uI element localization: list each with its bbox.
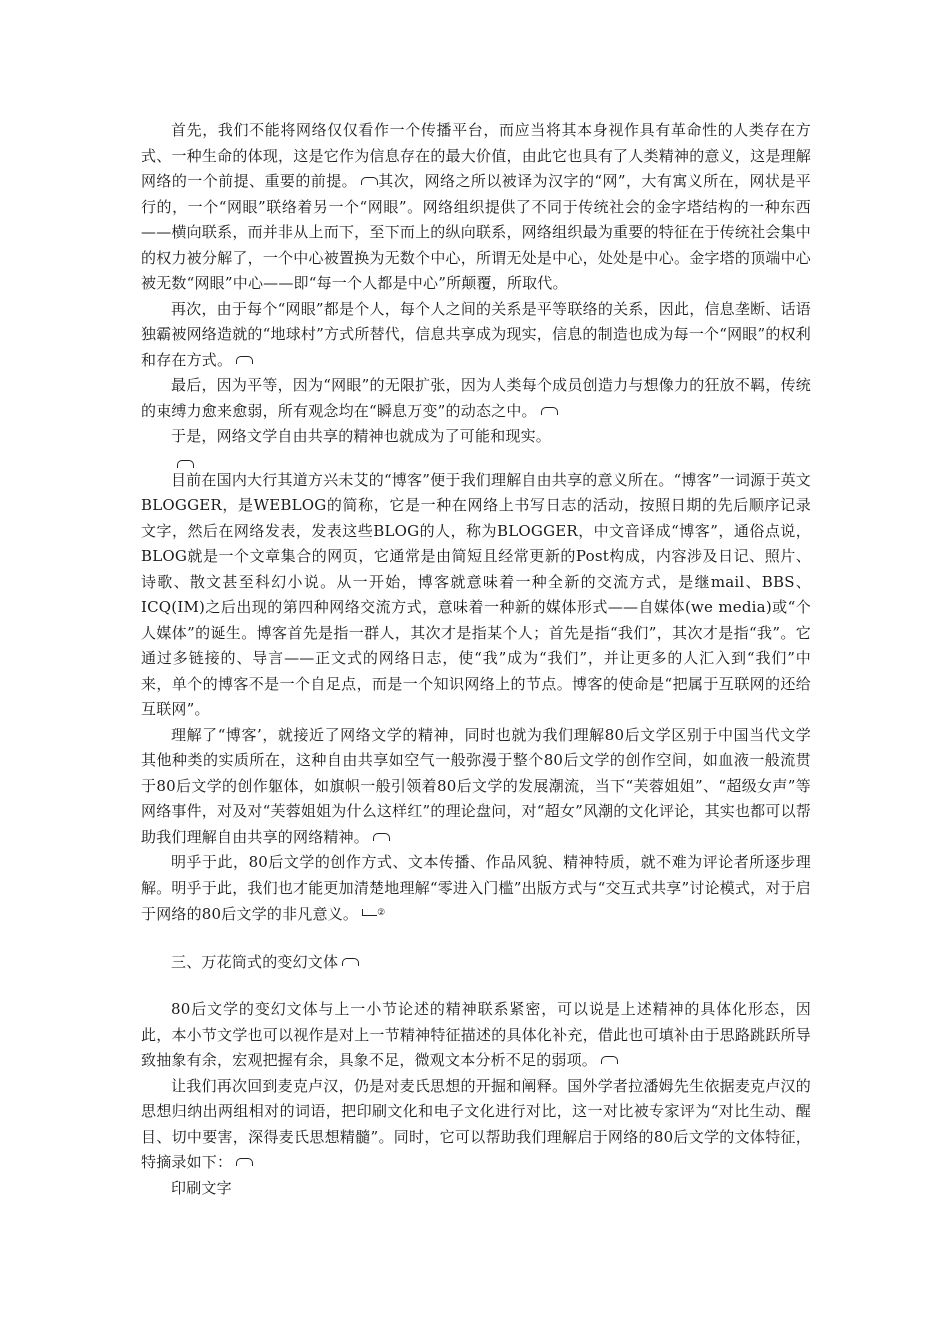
paragraph-text: 80后文学的变幻文体与上一小节论述的精神联系紧密，可以说是上述精神的具体化形态，因此，本小节文学也可以视作是对上一节精神特征描述的具体化补充，借此也可填补由于思路跳跃所导致抽象有余，宏观把握有余，具象不足，微观文本分析不足的弱项。: [141, 1000, 811, 1069]
paragraph-blog: [141, 468, 811, 723]
paragraph-style: [141, 997, 811, 1074]
paragraph-break-mark: [541, 407, 558, 415]
section-heading-text: 三、万花筒式的变幻文体: [171, 952, 339, 971]
paragraph-third: [141, 297, 811, 374]
paragraph-text: 于是，网络文学自由共享的精神也就成为了可能和现实。: [171, 427, 552, 445]
paragraph-therefore: [141, 424, 811, 450]
paragraph-text: 印刷文字: [171, 1178, 232, 1197]
paragraph-break-mark: [236, 1158, 253, 1166]
paragraph-break-mark: [361, 177, 378, 185]
footnote-number: ②: [377, 908, 386, 918]
paragraph-text: 最后，因为平等，因为“网眼”的无限扩张，因为人类每个成员创造力与想像力的狂放不羁，传统的束缚力愈来愈弱，所有观念均在“瞬息万变”的动态之中。: [141, 376, 811, 420]
paragraph-first-second: [141, 118, 811, 297]
paragraph-print-text: [141, 1176, 811, 1202]
paragraph-break-mark: [601, 1056, 618, 1064]
paragraph-text: 理解了“博客’，就接近了网络文学的精神，同时也就为我们理解80后文学区别于中国当代文学其他种类的实质所在，这种自由共享如空气一般弥漫于整个80后文学的创作空间，如血液一般流贯于80后文学的创作躯体，如旗帜一般引领着80后文学的发展潮流，当下“芙蓉姐姐”、“超级女声”等网络事件，对及对“芙蓉姐姐为什么这样红”的理论盘问，对“超女”风潮的文化评论，其实也都可以帮助我们理解自由共享的网络精神。: [141, 725, 811, 846]
paragraph-text: 明乎于此，80后文学的创作方式、文本传播、作品风貌、精神特质，就不难为评论者所逐步理解。明乎于此，我们也才能更加清楚地理解“零进入门槛”出版方式与“交互式共享”讨论模式，对于启于网络的80后文学的非凡意义。: [141, 853, 811, 923]
paragraph-break-mark: [342, 958, 359, 966]
paragraph-break-mark: [373, 833, 390, 841]
section-heading: [141, 950, 811, 976]
paragraph-finally: [141, 373, 811, 424]
paragraph-text: 首先，我们不能将网络仅仅看作一个传播平台，而应当将其本身视作具有革命性的人类存在方式、一种生命的体现，这是它作为信息存在的最大价值，由此它也具有了人类精神的意义，这是理解网络的一个前提、重要的前提。: [141, 121, 811, 190]
paragraph-mcluhan: [141, 1074, 811, 1176]
paragraph-understanding-blog: [141, 723, 811, 851]
paragraph-text: 再次，由于每个“网眼”都是个人，每个人之间的关系是平等联络的关系，因此，信息垄断、话语独霸被网络造就的“地球村”方式所替代，信息共享成为现实，信息的制造也成为每一个“网眼”的权利和存在方式。: [141, 299, 811, 369]
paragraph-text: 其次，网络之所以被译为汉字的“网”，大有寓义所在，网状是平行的，一个“网眼”联络着另一个“网眼”。网络组织提供了不同于传统社会的金字塔结构的一种东西——横向联系，而并非从上而下，至下而上的纵向联系，网络组织最为重要的特征在于传统社会集中的权力被分解了，一个中心被置换为无数个中心，所谓无处是中心，处处是中心。金字塔的顶端中心被无数“网眼”中心——即“每一个人都是中心”所颠覆，所取代。: [141, 172, 811, 292]
paragraph-break-mark: [236, 356, 253, 364]
footnote-marker: [358, 905, 385, 923]
document-body: [141, 118, 811, 1201]
paragraph-text: 让我们再次回到麦克卢汉，仍是对麦氏思想的开掘和阐释。国外学者拉潘姆先生依据麦克卢汉的思想归纳出两组相对的词语，把印刷文化和电子文化进行对比，这一对比被专家评为“对比生动、醒目、切中要害，深得麦氏思想精髓”。同时，它可以帮助我们理解启于网络的80后文学的文体特征，特摘录如下：: [141, 1076, 811, 1171]
paragraph-clear: [141, 850, 811, 928]
paragraph-break-mark: [177, 460, 194, 468]
paragraph-text: 目前在国内大行其道方兴未艾的“博客”便于我们理解自由共享的意义所在。“博客”一词源于英文BLOGGER，是WEBLOG的简称，它是一种在网络上书写日志的活动，按照日期的先后顺序记录文字，然后在网络发表，发表这些BLOG的人，称为BLOGGER，中文音译成“博客”，通俗点说，BLOG就是一个文章集合的网页，它通常是由简短且经常更新的Post构成，内容涉及日记、照片、诗歌、散文甚至科幻小说。从一开始，博客就意味着一种全新的交流方式，是继mail、BBS、ICQ(IM)之后出现的第四种网络交流方式，意味着一种新的媒体形式——自媒体(we media)或“个人媒体”的诞生。博客首先是指一群人，其次才是指某个人；首先是指“我们”，其次才是指“我”。它通过多链接的、导言——正文式的网络日志，使“我”成为“我们”，并让更多的人汇入到“我们”中来，单个的博客不是一个自足点，而是一个知识网络上的节点。博客的使命是“把属于互联网的还给互联网”。: [141, 470, 811, 718]
